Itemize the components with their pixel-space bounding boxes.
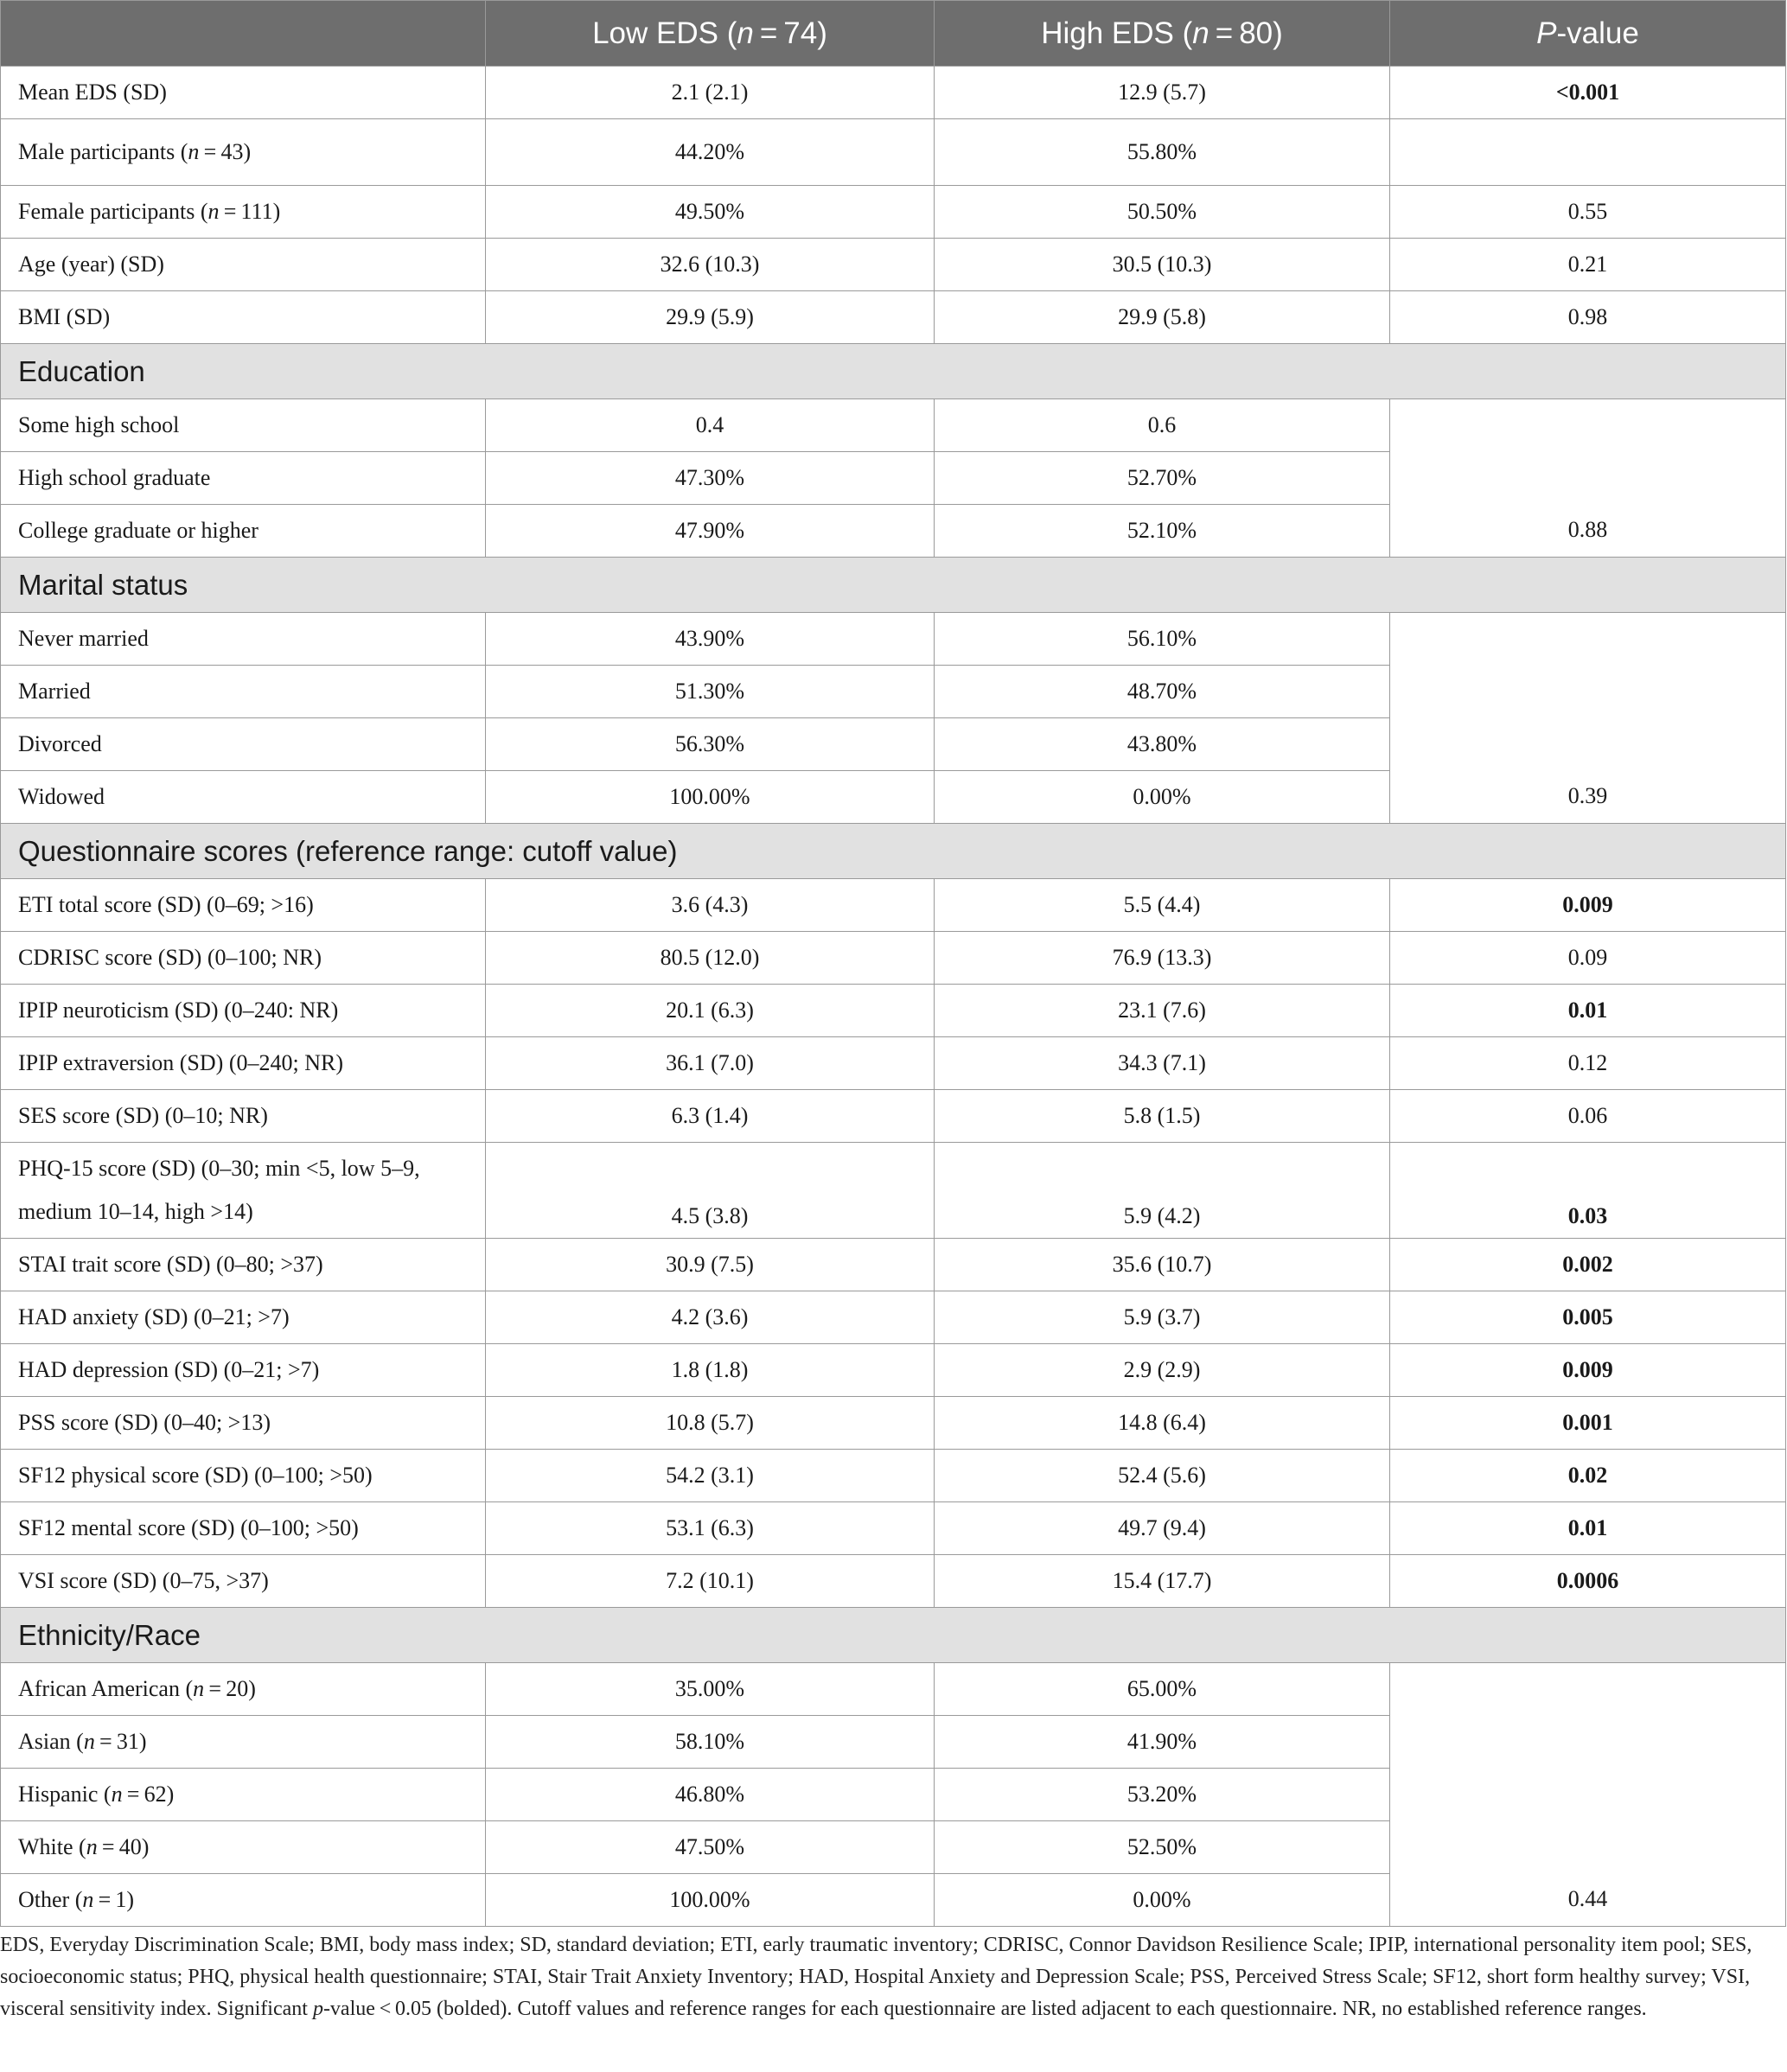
low-eds-value: 44.20% [486, 119, 935, 186]
table-row [1, 399, 1786, 452]
section-row [1, 824, 1786, 879]
p-value: 0.005 [1390, 1291, 1786, 1344]
high-eds-value: 52.10% [935, 505, 1390, 558]
row-label: Hispanic (n = 62) [1, 1769, 486, 1821]
section-heading: Marital status [1, 558, 1786, 613]
high-eds-value: 56.10% [935, 613, 1390, 666]
row-label: Widowed [1, 771, 486, 824]
p-value: 0.12 [1390, 1037, 1786, 1090]
p-value: 0.009 [1390, 1344, 1786, 1397]
table-row [1, 1555, 1786, 1608]
row-label: ETI total score (SD) (0–69; >16) [1, 879, 486, 932]
low-eds-value: 58.10% [486, 1716, 935, 1769]
high-eds-value: 29.9 (5.8) [935, 291, 1390, 344]
table-body [1, 67, 1786, 1927]
row-label: Never married [1, 613, 486, 666]
header-label-column [1, 1, 486, 67]
high-eds-value: 50.50% [935, 186, 1390, 239]
row-label: Asian (n = 31) [1, 1716, 486, 1769]
row-label: Female participants (n = 111) [1, 186, 486, 239]
high-eds-value: 48.70% [935, 666, 1390, 718]
table-row [1, 932, 1786, 985]
high-eds-value: 0.6 [935, 399, 1390, 452]
row-label: African American (n = 20) [1, 1663, 486, 1716]
low-eds-value: 49.50% [486, 186, 935, 239]
low-eds-value: 32.6 (10.3) [486, 239, 935, 291]
high-eds-value: 52.50% [935, 1821, 1390, 1874]
high-eds-value: 53.20% [935, 1769, 1390, 1821]
high-eds-value: 5.9 (4.2) [935, 1143, 1390, 1239]
p-value: 0.06 [1390, 1090, 1786, 1143]
row-label: Mean EDS (SD) [1, 67, 486, 119]
row-label: STAI trait score (SD) (0–80; >37) [1, 1239, 486, 1291]
low-eds-value: 4.5 (3.8) [486, 1143, 935, 1239]
row-label: PHQ-15 score (SD) (0–30; min <5, low 5–9, medium 10–14, high >14) [1, 1143, 486, 1239]
high-eds-value: 43.80% [935, 718, 1390, 771]
low-eds-value: 0.4 [486, 399, 935, 452]
table-row [1, 119, 1786, 186]
row-label: HAD depression (SD) (0–21; >7) [1, 1344, 486, 1397]
row-label: SF12 mental score (SD) (0–100; >50) [1, 1502, 486, 1555]
low-eds-value: 51.30% [486, 666, 935, 718]
p-value [1390, 119, 1786, 186]
p-value: 0.44 [1390, 1663, 1786, 1927]
low-eds-value: 53.1 (6.3) [486, 1502, 935, 1555]
table-row [1, 1239, 1786, 1291]
low-eds-value: 7.2 (10.1) [486, 1555, 935, 1608]
row-label: Age (year) (SD) [1, 239, 486, 291]
p-value: 0.03 [1390, 1143, 1786, 1239]
low-eds-value: 54.2 (3.1) [486, 1450, 935, 1502]
p-value: 0.001 [1390, 1397, 1786, 1450]
low-eds-value: 80.5 (12.0) [486, 932, 935, 985]
row-label: SF12 physical score (SD) (0–100; >50) [1, 1450, 486, 1502]
table-row [1, 291, 1786, 344]
table-row [1, 1397, 1786, 1450]
row-label: White (n = 40) [1, 1821, 486, 1874]
table-row [1, 1037, 1786, 1090]
high-eds-value: 34.3 (7.1) [935, 1037, 1390, 1090]
p-value: 0.02 [1390, 1450, 1786, 1502]
row-label: Other (n = 1) [1, 1874, 486, 1927]
section-heading: Ethnicity/Race [1, 1608, 1786, 1663]
high-eds-value: 5.5 (4.4) [935, 879, 1390, 932]
row-label: IPIP extraversion (SD) (0–240; NR) [1, 1037, 486, 1090]
table-row [1, 1090, 1786, 1143]
header-low-eds: Low EDS (n = 74) [486, 1, 935, 67]
row-label: CDRISC score (SD) (0–100; NR) [1, 932, 486, 985]
table-footnote: EDS, Everyday Discrimination Scale; BMI, body mass index; SD, standard deviation; ETI, early traumatic inventory; CDRISC, Connor Davidson Resilience Scale; IPIP, international personality item pool; SES, socioeconomic status; PHQ, physical health questionnaire; STAI, Stair Trait Anxiety Inventory; HAD, Hospital Anxiety and Depression Scale; PSS, Perceived Stress Scale; SF12, short form healthy survey; VSI, visceral sensitivity index. Significant p-value < 0.05 (bolded). Cutoff values and reference ranges for each questionnaire are listed adjacent to each questionnaire. NR, no established reference ranges. [0, 1934, 1752, 2020]
row-label: BMI (SD) [1, 291, 486, 344]
table-row [1, 67, 1786, 119]
section-row [1, 344, 1786, 399]
table-row [1, 1344, 1786, 1397]
low-eds-value: 29.9 (5.9) [486, 291, 935, 344]
row-label: High school graduate [1, 452, 486, 505]
high-eds-value: 14.8 (6.4) [935, 1397, 1390, 1450]
low-eds-value: 10.8 (5.7) [486, 1397, 935, 1450]
low-eds-value: 100.00% [486, 1874, 935, 1927]
low-eds-value: 100.00% [486, 771, 935, 824]
table-row [1, 879, 1786, 932]
low-eds-value: 30.9 (7.5) [486, 1239, 935, 1291]
high-eds-value: 15.4 (17.7) [935, 1555, 1390, 1608]
high-eds-value: 52.70% [935, 452, 1390, 505]
p-value: 0.01 [1390, 985, 1786, 1037]
row-label: PSS score (SD) (0–40; >13) [1, 1397, 486, 1450]
high-eds-value: 12.9 (5.7) [935, 67, 1390, 119]
high-eds-value: 0.00% [935, 771, 1390, 824]
high-eds-value: 0.00% [935, 1874, 1390, 1927]
high-eds-value: 41.90% [935, 1716, 1390, 1769]
low-eds-value: 20.1 (6.3) [486, 985, 935, 1037]
row-label: HAD anxiety (SD) (0–21; >7) [1, 1291, 486, 1344]
low-eds-value: 47.30% [486, 452, 935, 505]
high-eds-value: 52.4 (5.6) [935, 1450, 1390, 1502]
low-eds-value: 35.00% [486, 1663, 935, 1716]
p-value: 0.21 [1390, 239, 1786, 291]
high-eds-value: 35.6 (10.7) [935, 1239, 1390, 1291]
p-value: 0.09 [1390, 932, 1786, 985]
table-row [1, 613, 1786, 666]
low-eds-value: 47.50% [486, 1821, 935, 1874]
low-eds-value: 3.6 (4.3) [486, 879, 935, 932]
table-header [1, 1, 1786, 67]
table-row [1, 186, 1786, 239]
row-label: Divorced [1, 718, 486, 771]
high-eds-value: 55.80% [935, 119, 1390, 186]
p-value: 0.39 [1390, 613, 1786, 824]
low-eds-value: 1.8 (1.8) [486, 1344, 935, 1397]
row-label: VSI score (SD) (0–75, >37) [1, 1555, 486, 1608]
low-eds-value: 43.90% [486, 613, 935, 666]
section-row [1, 558, 1786, 613]
header-p-value: P-value [1390, 1, 1786, 67]
row-label: Married [1, 666, 486, 718]
high-eds-value: 5.8 (1.5) [935, 1090, 1390, 1143]
header-high-eds: High EDS (n = 80) [935, 1, 1390, 67]
table-row [1, 985, 1786, 1037]
high-eds-value: 65.00% [935, 1663, 1390, 1716]
table-row [1, 1502, 1786, 1555]
p-value: 0.0006 [1390, 1555, 1786, 1608]
high-eds-value: 5.9 (3.7) [935, 1291, 1390, 1344]
low-eds-value: 4.2 (3.6) [486, 1291, 935, 1344]
high-eds-value: 2.9 (2.9) [935, 1344, 1390, 1397]
table-row [1, 1143, 1786, 1239]
p-value: 0.009 [1390, 879, 1786, 932]
section-heading: Questionnaire scores (reference range: cutoff value) [1, 824, 1786, 879]
p-value: 0.002 [1390, 1239, 1786, 1291]
p-value: 0.55 [1390, 186, 1786, 239]
low-eds-value: 2.1 (2.1) [486, 67, 935, 119]
row-label: Male participants (n = 43) [1, 119, 486, 186]
low-eds-value: 36.1 (7.0) [486, 1037, 935, 1090]
table-row [1, 1663, 1786, 1716]
table-row [1, 239, 1786, 291]
table-row [1, 1450, 1786, 1502]
high-eds-value: 76.9 (13.3) [935, 932, 1390, 985]
low-eds-value: 6.3 (1.4) [486, 1090, 935, 1143]
p-value: 0.98 [1390, 291, 1786, 344]
low-eds-value: 56.30% [486, 718, 935, 771]
high-eds-value: 49.7 (9.4) [935, 1502, 1390, 1555]
high-eds-value: 30.5 (10.3) [935, 239, 1390, 291]
row-label: Some high school [1, 399, 486, 452]
low-eds-value: 46.80% [486, 1769, 935, 1821]
low-eds-value: 47.90% [486, 505, 935, 558]
section-heading: Education [1, 344, 1786, 399]
p-value: <0.001 [1390, 67, 1786, 119]
p-value: 0.88 [1390, 399, 1786, 558]
section-row [1, 1608, 1786, 1663]
high-eds-value: 23.1 (7.6) [935, 985, 1390, 1037]
row-label: IPIP neuroticism (SD) (0–240: NR) [1, 985, 486, 1037]
p-value: 0.01 [1390, 1502, 1786, 1555]
row-label: SES score (SD) (0–10; NR) [1, 1090, 486, 1143]
row-label: College graduate or higher [1, 505, 486, 558]
table-row [1, 1291, 1786, 1344]
